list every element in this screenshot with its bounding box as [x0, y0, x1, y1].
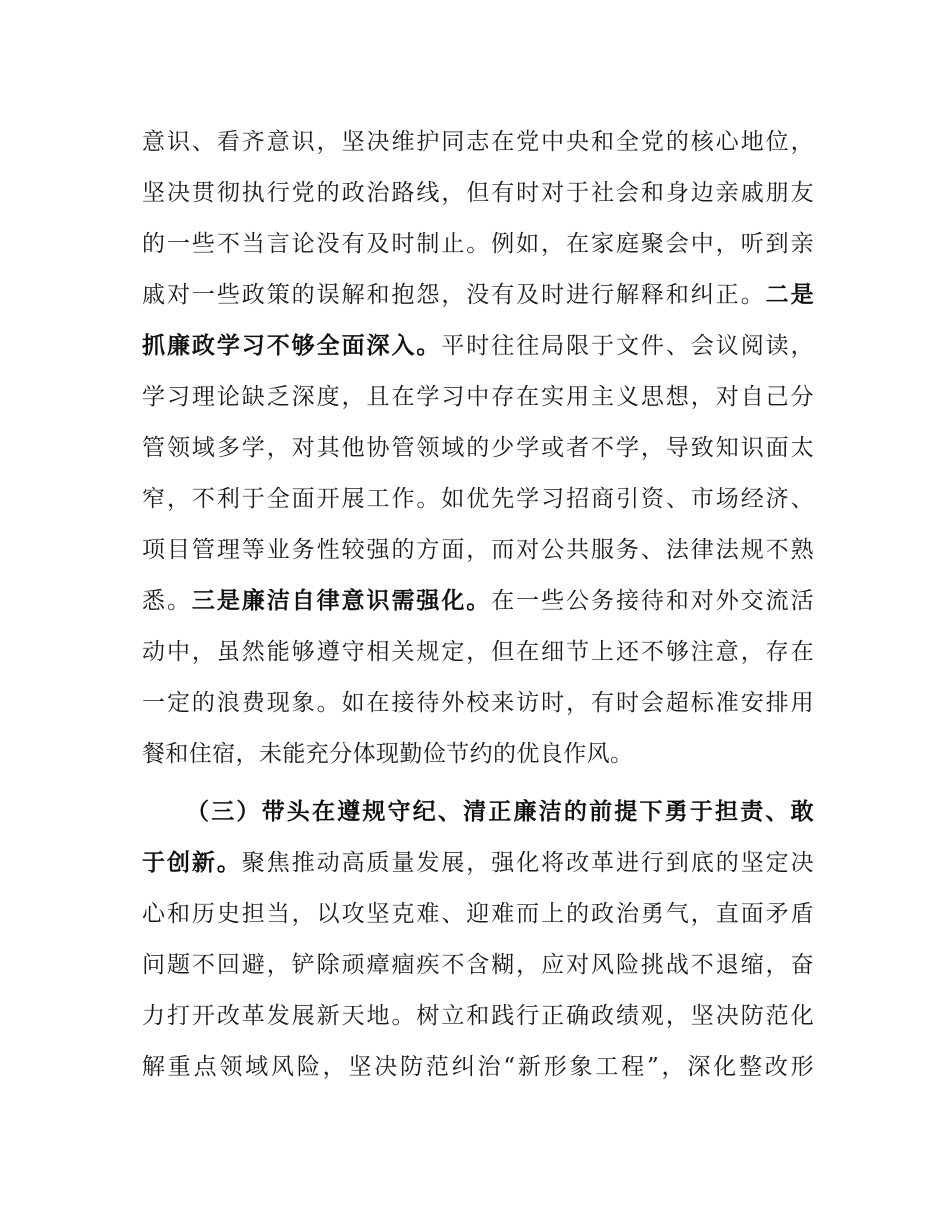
text-span: 平时往往局限于文件、会议阅读， — [441, 333, 814, 359]
text-span: 解重点领域风险，坚决防范纠治“新形象工程”，深化整改形 — [142, 1054, 814, 1080]
text-span: 管领域多学，对其他协管领域的少学或者不学，导致知识面太 — [142, 435, 814, 461]
text-span: 餐和住宿，未能充分体现勤俭节约的优良作风。 — [142, 741, 634, 767]
text-span: 动中，虽然能够遵守相关规定，但在细节上还不够注意，存在 — [142, 639, 814, 665]
text-line — [142, 534, 814, 566]
text-line — [142, 796, 814, 828]
text-line — [142, 330, 814, 362]
text-span: 在一些公务接待和对外交流活 — [491, 588, 814, 614]
section-heading: 于创新。 — [142, 850, 242, 876]
text-line — [142, 898, 814, 930]
text-line — [142, 279, 814, 311]
text-line — [142, 381, 814, 413]
text-span: 心和历史担当，以攻坚克难、迎难而上的政治勇气，直面矛盾 — [142, 901, 814, 927]
text-line — [142, 1051, 814, 1083]
text-line — [142, 228, 814, 260]
text-span: 聚焦推动高质量发展，强化将改革进行到底的坚定决 — [241, 850, 815, 876]
text-line — [142, 483, 814, 515]
text-span: 的一些不当言论没有及时制止。例如，在家庭聚会中，听到亲 — [142, 231, 814, 257]
text-line — [142, 585, 814, 617]
text-span: 戚对一些政策的误解和抱怨，没有及时进行解释和纠正。 — [142, 282, 766, 308]
text-span: 坚决贯彻执行党的政治路线，但有时对于社会和身边亲戚朋友 — [142, 180, 814, 206]
section-heading: （三）带头在遵规守纪、清正廉洁的前提下勇于担责、敢 — [186, 799, 814, 825]
text-span: 意识、看齐意识，坚决维护同志在党中央和全党的核心地位， — [142, 129, 814, 155]
text-span: 悉。 — [142, 588, 192, 614]
text-span: 窄，不利于全面开展工作。如优先学习招商引资、市场经济、 — [142, 486, 814, 512]
text-span: 力打开改革发展新天地。树立和践行正确政绩观，坚决防范化 — [142, 1003, 814, 1029]
text-span: 项目管理等业务性较强的方面，而对公共服务、法律法规不熟 — [142, 537, 814, 563]
text-line — [142, 432, 814, 464]
text-line — [142, 126, 814, 158]
bold-heading: 抓廉政学习不够全面深入。 — [142, 333, 442, 359]
text-line — [142, 687, 814, 719]
text-span: 问题不回避，铲除顽瘴痼疾不含糊，应对风险挑战不退缩，奋 — [142, 952, 814, 978]
text-line — [142, 177, 814, 209]
text-line — [142, 847, 814, 879]
text-line — [142, 636, 814, 668]
text-span: 一定的浪费现象。如在接待外校来访时，有时会超标准安排用 — [142, 690, 814, 716]
text-span: 学习理论缺乏深度，且在学习中存在实用主义思想，对自己分 — [142, 384, 814, 410]
text-line — [142, 949, 814, 981]
bold-heading: 二是 — [765, 282, 815, 308]
text-line — [142, 1000, 814, 1032]
text-line — [142, 738, 633, 770]
bold-heading: 三是廉洁自律意识需强化。 — [191, 588, 492, 614]
